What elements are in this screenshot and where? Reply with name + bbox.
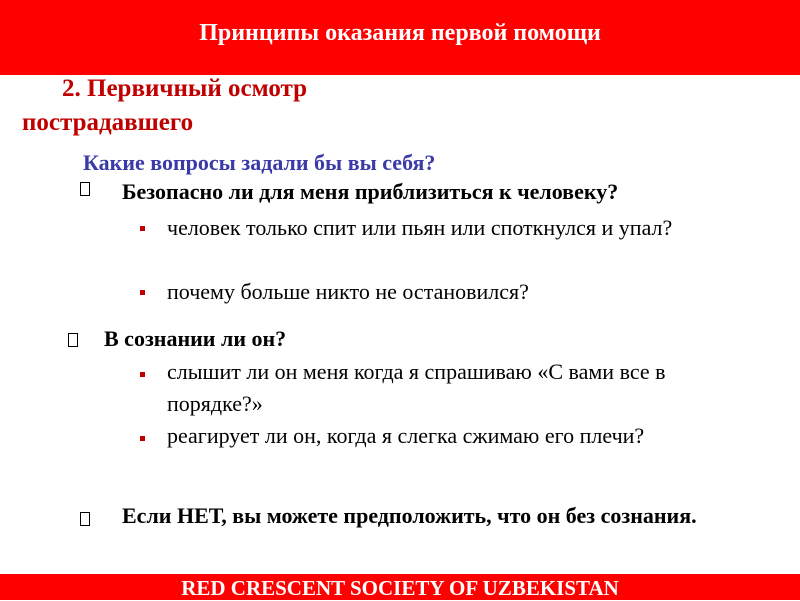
square-bullet-icon (140, 436, 145, 441)
bullet-item: человек только спит или пьян или споткнулся и упал? (167, 215, 673, 240)
bullet-item: слышит ли он меня когда я спрашиваю «С вами все в порядке?» (167, 359, 666, 416)
section-heading-2: В сознании ли он? (104, 326, 287, 351)
square-bullet-icon (140, 290, 145, 295)
square-bullet-icon (140, 372, 145, 377)
question-text: Какие вопросы задали бы вы себя? (83, 150, 436, 175)
footer-bar (0, 574, 800, 600)
subtitle-line-1: 2. Первичный осмотр (62, 75, 307, 102)
bullet-item: почему больше никто не остановился? (167, 279, 529, 304)
slide-title: Принципы оказания первой помощи (199, 20, 601, 46)
section-subtitle (22, 72, 402, 140)
square-bullet-icon (140, 226, 145, 231)
box-bullet-icon (80, 512, 90, 526)
organization-name: RED CRESCENT SOCIETY OF UZBEKISTAN (181, 576, 619, 600)
section-heading-1: Безопасно ли для меня приблизиться к человеку? (122, 179, 619, 204)
subtitle-line-2: пострадавшего (22, 109, 194, 136)
section-heading-3: Если НЕТ, вы можете предположить, что он без сознания. (122, 503, 697, 528)
bullet-item: реагирует ли он, когда я слегка сжимаю его плечи? (167, 423, 645, 448)
header-bar (0, 0, 800, 75)
box-bullet-icon (80, 182, 90, 196)
box-bullet-icon (68, 333, 78, 347)
